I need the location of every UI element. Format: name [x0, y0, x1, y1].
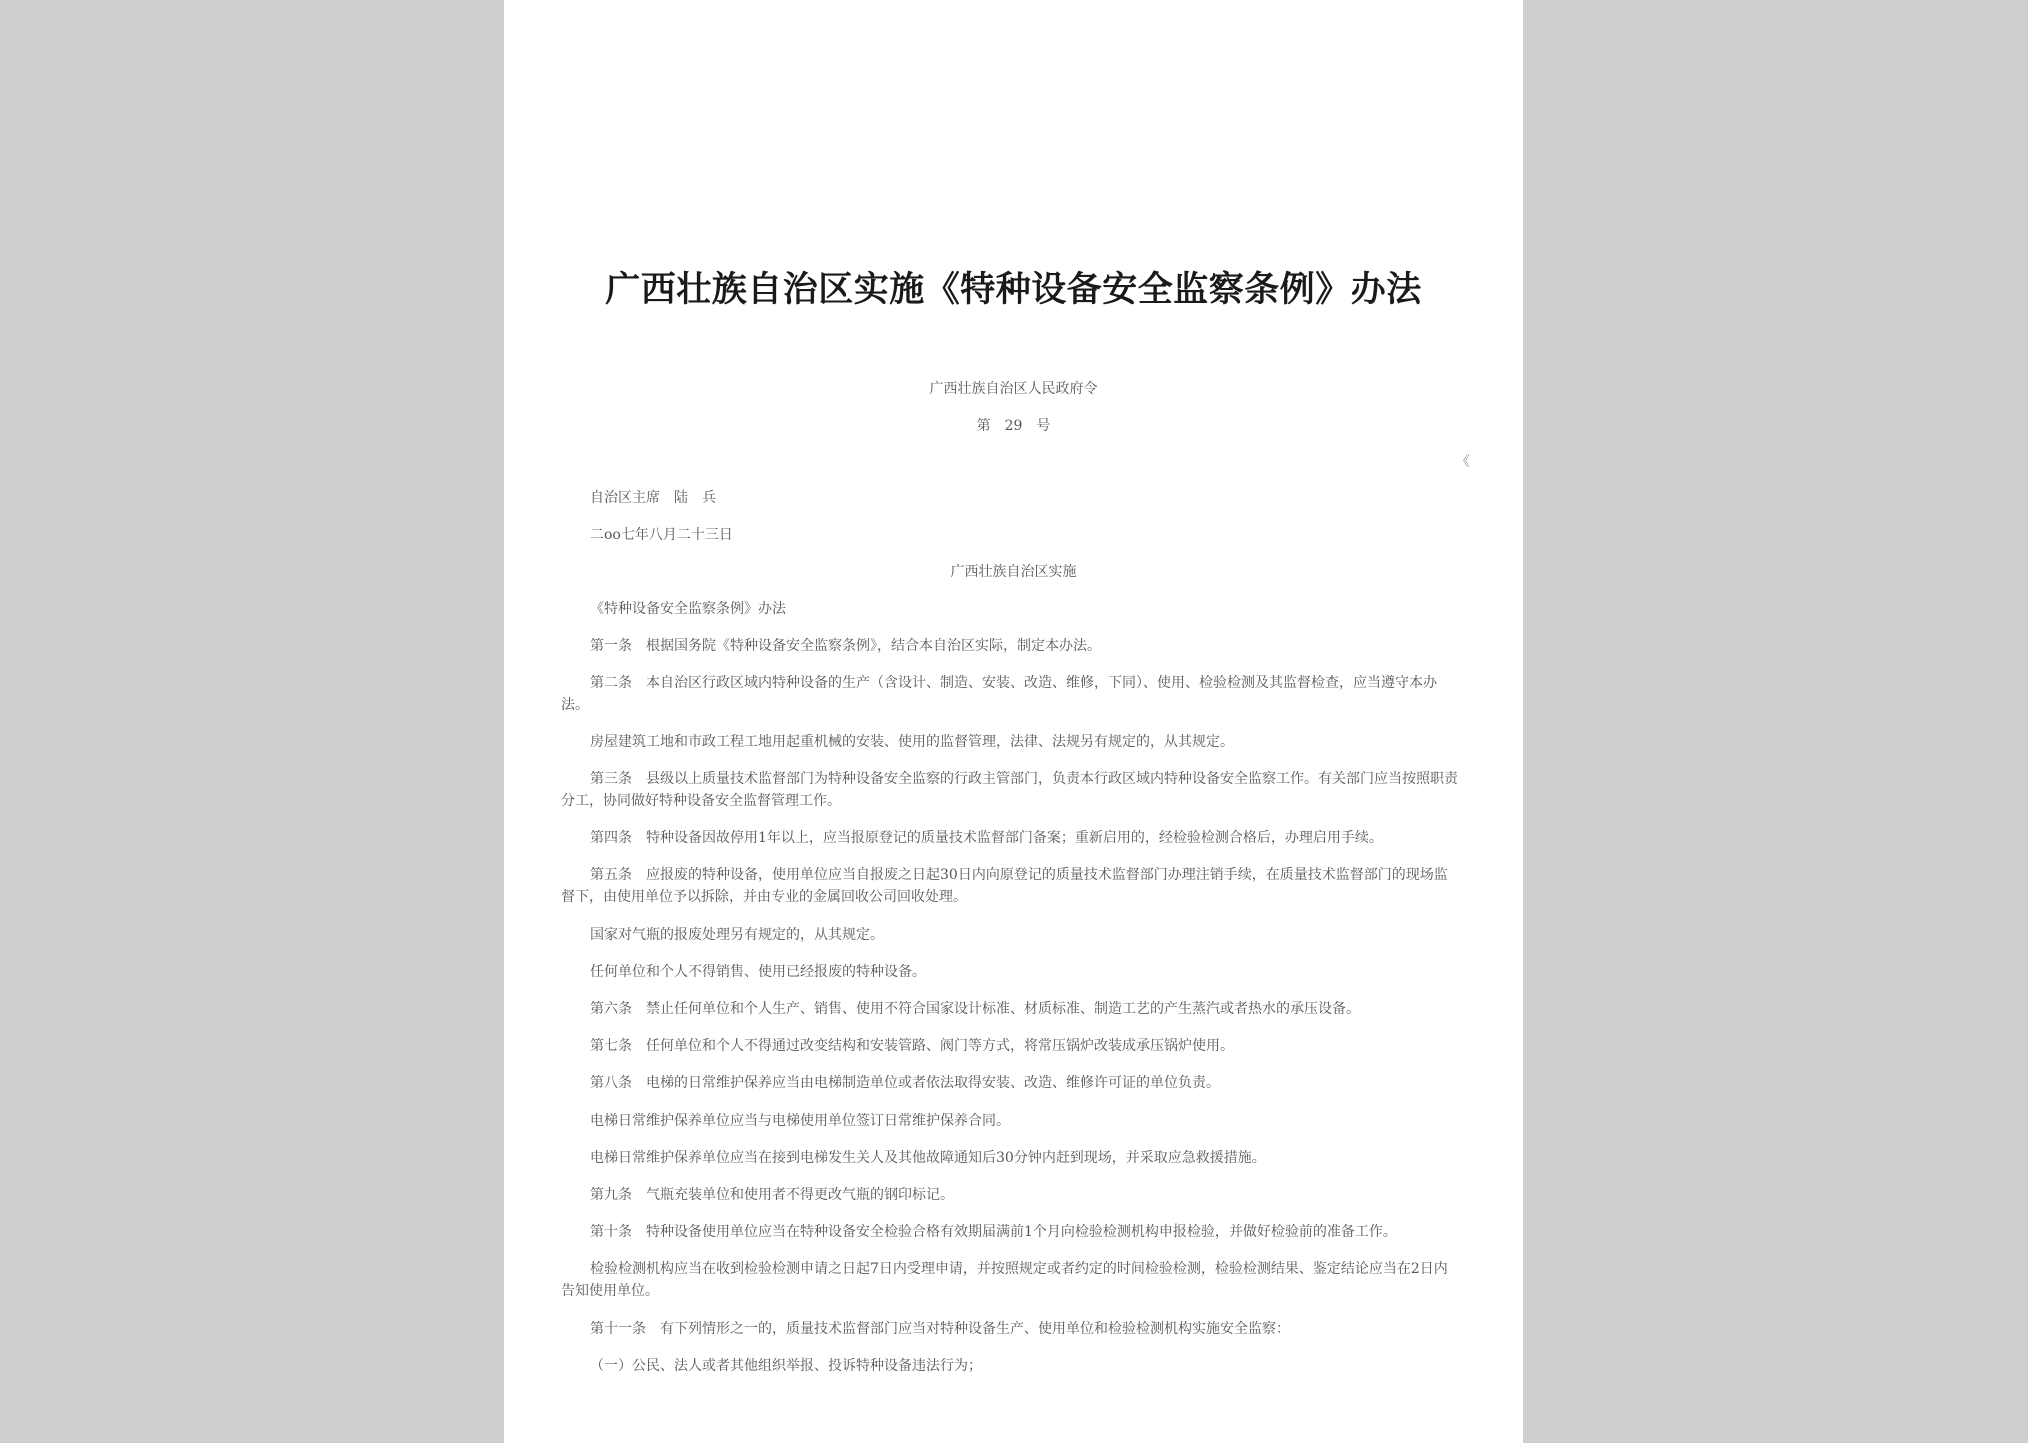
- paragraph: 电梯日常维护保养单位应当在接到电梯发生关人及其他故障通知后30分钟内赶到现场，并采取应急救援措施。: [590, 1150, 1266, 1166]
- paragraph-item-1: （一）公民、法人或者其他组织举报、投诉特种设备违法行为；: [590, 1358, 982, 1374]
- paragraph-article-9: 第九条 气瓶充装单位和使用者不得更改气瓶的钢印标记。: [590, 1187, 954, 1203]
- paragraph-article-10: 第十条 特种设备使用单位应当在特种设备安全检验合格有效期届满前1个月向检验检测机构申报检验，并做好检验前的准备工作。: [590, 1224, 1397, 1240]
- document-page: [504, 0, 1523, 1443]
- paragraph-article-11: 第十一条 有下列情形之一的，质量技术监督部门应当对特种设备生产、使用单位和检验检测机构实施安全监察：: [590, 1321, 1290, 1337]
- paragraph-article-7: 第七条 任何单位和个人不得通过改变结构和安装管路、阀门等方式，将常压锅炉改装成承压锅炉使用。: [590, 1038, 1234, 1054]
- subtitle-line-1: 广西壮族自治区实施: [950, 564, 1077, 580]
- subtitle-line-2: 《特种设备安全监察条例》办法: [590, 601, 786, 617]
- paragraph: 任何单位和个人不得销售、使用已经报废的特种设备。: [590, 964, 926, 980]
- issuer-line: 广西壮族自治区人民政府令: [929, 381, 1098, 397]
- document-title: 广西壮族自治区实施《特种设备安全监察条例》办法: [605, 270, 1422, 310]
- paragraph: 国家对气瓶的报废处理另有规定的，从其规定。: [590, 927, 884, 943]
- paragraph-article-5: 第五条 应报废的特种设备，使用单位应当自报废之日起30日内向原登记的质量技术监督部门办理注销手续，在质量技术监督部门的现场监督下，由使用单位予以拆除，并由专业的金属回收公司回收处理。: [561, 867, 1448, 905]
- signatory-line: 自治区主席 陆 兵: [590, 490, 716, 506]
- paragraph-article-6: 第六条 禁止任何单位和个人生产、销售、使用不符合国家设计标准、材质标准、制造工艺的产生蒸汽或者热水的承压设备。: [590, 1001, 1360, 1017]
- paragraph: 检验检测机构应当在收到检验检测申请之日起7日内受理申请，并按照规定或者约定的时间检验检测，检验检测结果、鉴定结论应当在2日内告知使用单位。: [561, 1261, 1448, 1299]
- paragraph-article-8: 第八条 电梯的日常维护保养应当由电梯制造单位或者依法取得安装、改造、维修许可证的单位负责。: [590, 1075, 1220, 1091]
- paragraph: 房屋建筑工地和市政工程工地用起重机械的安装、使用的监督管理，法律、法规另有规定的，从其规定。: [590, 734, 1234, 750]
- date-line: 二oo七年八月二十三日: [590, 527, 733, 543]
- paragraph-article-4: 第四条 特种设备因故停用1年以上，应当报原登记的质量技术监督部门备案；重新启用的，经检验检测合格后，办理启用手续。: [590, 830, 1383, 846]
- paragraph-article-2: 第二条 本自治区行政区域内特种设备的生产（含设计、制造、安装、改造、维修，下同）、使用、检验检测及其监督检查，应当遵守本办法。: [561, 675, 1437, 713]
- paragraph: 电梯日常维护保养单位应当与电梯使用单位签订日常维护保养合同。: [590, 1113, 1010, 1129]
- paragraph-article-3: 第三条 县级以上质量技术监督部门为特种设备安全监察的行政主管部门，负责本行政区域内特种设备安全监察工作。有关部门应当按照职责分工，协同做好特种设备安全监督管理工作。: [561, 771, 1458, 809]
- margin-mark: 《: [1456, 454, 1470, 470]
- order-number: 第 29 号: [976, 418, 1051, 434]
- paragraph-article-1: 第一条 根据国务院《特种设备安全监察条例》，结合本自治区实际，制定本办法。: [590, 638, 1101, 654]
